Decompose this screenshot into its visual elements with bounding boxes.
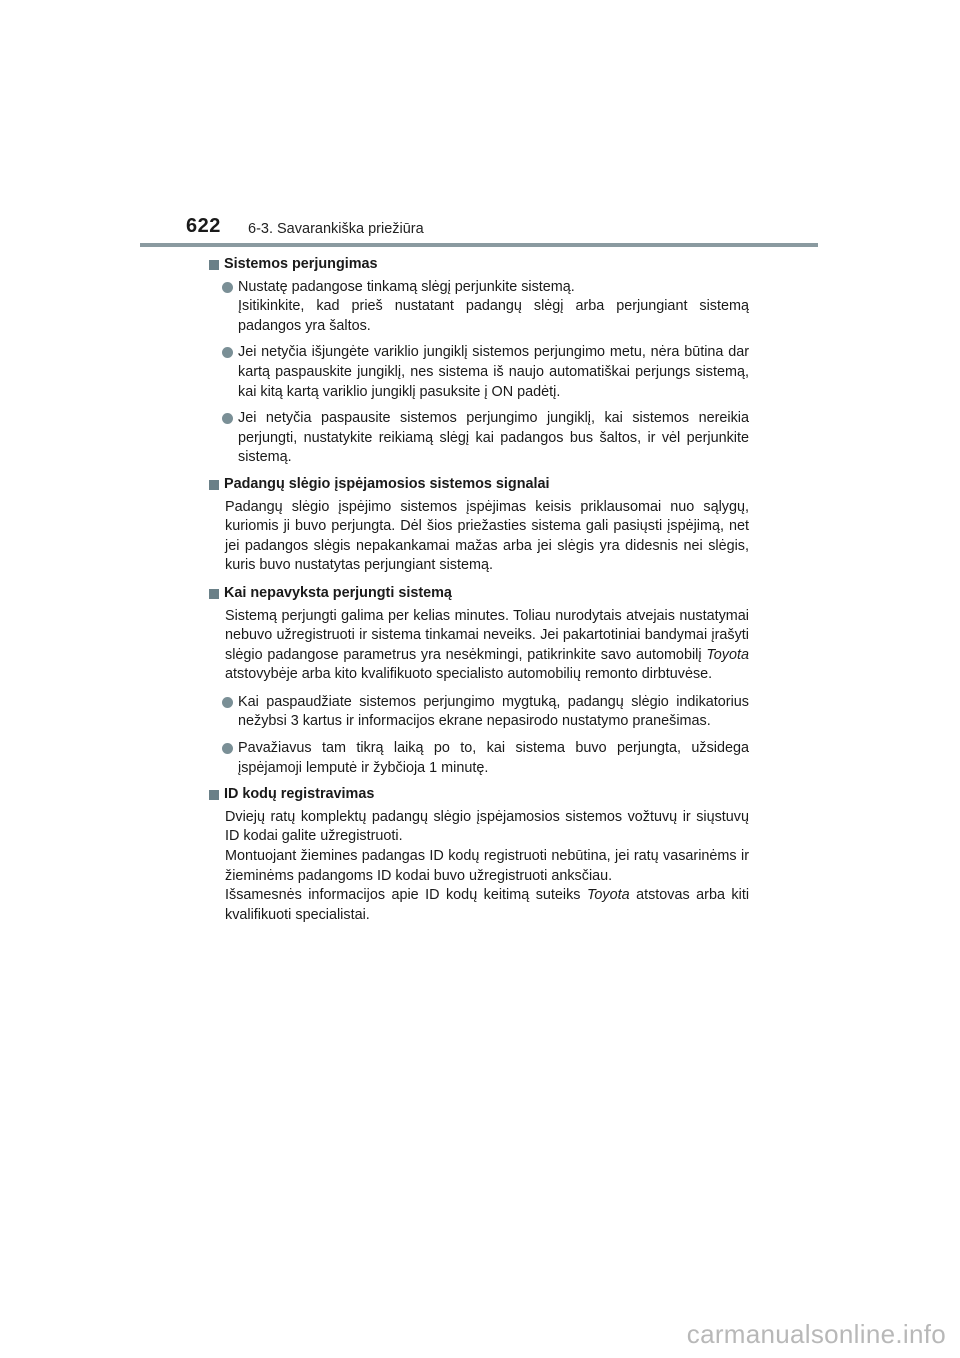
- paragraph: Padangų slėgio įspėjimo sistemos įspėjimas keisis priklausomai nuo sąlygų, kuriomis ji buvo perjungta. Dėl šios priežasties sistema gali pasiųsti įspėjimą, net jei padangos slėgis nepakankamai mažas arba jei slėgis yra didesnis nei slėgis, kuris buvo nustatytas perjungiant sistemą.: [225, 498, 749, 574]
- round-bullet-icon: [222, 282, 233, 293]
- round-bullet-icon: [222, 347, 233, 358]
- paragraph: [225, 886, 749, 925]
- bullet-text: Jei netyčia išjungėte variklio jungiklį sistemos perjungimo metu, nėra būtina dar kartą paspauskite jungiklį, nes sistema iš naujo automatiškai perjungs sistemą, kai kitą kartą variklio jungiklį pasuksite į ON padėtį.: [238, 344, 749, 400]
- section-heading: [208, 584, 749, 604]
- paragraph-text: Išsamesnės informacijos apie ID kodų keitimą suteiks: [225, 887, 581, 904]
- section-warning-signals: [208, 475, 749, 576]
- page-number: 622: [186, 215, 221, 237]
- page-content: [208, 255, 749, 933]
- paragraph-text: Sistemą perjungti galima per kelias minutes. Toliau nurodytais atvejais nustatymai nebuvo užregistruoti ir sistema tinkamai neveiks. Jei pakartotiniai bandymai įrašyti slėgio padangose parametrus yra nesėkmingi, patikrinkite savo automobilį: [225, 607, 749, 663]
- paragraph: Montuojant žiemines padangas ID kodų registruoti nebūtina, jei ratų vasarinėms ir žieminėms padangoms ID kodai buvo užregistruoti anksčiau.: [225, 848, 749, 884]
- section-system-reset: [208, 255, 749, 468]
- square-bullet-icon: [209, 589, 219, 599]
- bullet-text: Pavažiavus tam tikrą laiką po to, kai sistema buvo perjungta, užsidega įspėjamoji lemputė ir žybčioja 1 minutę.: [238, 740, 749, 776]
- list-item: [222, 693, 749, 732]
- heading-text: Sistemos perjungimas: [224, 256, 378, 272]
- round-bullet-icon: [222, 697, 233, 708]
- round-bullet-icon: [222, 743, 233, 754]
- paragraph-text: atstovybėje arba kito kvalifikuoto specialisto automobilių remonto dirbtuvėse.: [225, 666, 713, 683]
- header-rule: [140, 243, 818, 247]
- heading-text: ID kodų registravimas: [224, 786, 375, 803]
- watermark: carmanualsonline.info: [686, 1319, 946, 1349]
- paragraph-text: atstovas arba kiti kvalifikuoti specialistai.: [225, 887, 750, 923]
- brand-name: Toyota: [706, 646, 750, 663]
- paragraph: [225, 607, 749, 685]
- square-bullet-icon: [209, 480, 219, 490]
- list-item: [222, 409, 749, 468]
- list-item: [222, 278, 749, 337]
- bullet-text: Nustatę padangose tinkamą slėgį perjunkite sistemą.: [238, 278, 575, 295]
- section-heading: [208, 475, 749, 495]
- section-heading: [208, 255, 749, 275]
- section-title: 6-3. Savarankiška priežiūra: [248, 221, 424, 237]
- list-item: [222, 343, 749, 402]
- bullet-text: Jei netyčia paspausite sistemos perjungimo jungiklį, kai sistemos nereikia perjungti, nustatykite reikiamą slėgį kai padangos bus šaltos, ir vėl perjunkite sistemą.: [238, 410, 749, 466]
- paragraph: Dviejų ratų komplektų padangų slėgio įspėjamosios sistemos vožtuvų ir siųstuvų ID kodai galite užregistruoti.: [225, 808, 749, 845]
- section-heading: [208, 785, 749, 805]
- section-reset-failure: [208, 584, 749, 778]
- list-item: [222, 739, 749, 778]
- heading-text: Kai nepavyksta perjungti sistemą: [224, 584, 452, 601]
- square-bullet-icon: [209, 260, 219, 270]
- brand-name: Toyota: [586, 887, 630, 904]
- round-bullet-icon: [222, 413, 233, 424]
- heading-text: Padangų slėgio įspėjamosios sistemos signalai: [224, 475, 550, 492]
- section-id-registration: [208, 785, 749, 925]
- bullet-note: Įsitikinkite, kad prieš nustatant padangų slėgį arba perjungiant sistemą padangos yra šaltos.: [238, 298, 749, 334]
- bullet-text: Kai paspaudžiate sistemos perjungimo mygtuką, padangų slėgio indikatorius nežybsi 3 kartus ir informacijos ekrane nepasirodo nustatymo pranešimas.: [238, 693, 749, 730]
- square-bullet-icon: [209, 790, 219, 800]
